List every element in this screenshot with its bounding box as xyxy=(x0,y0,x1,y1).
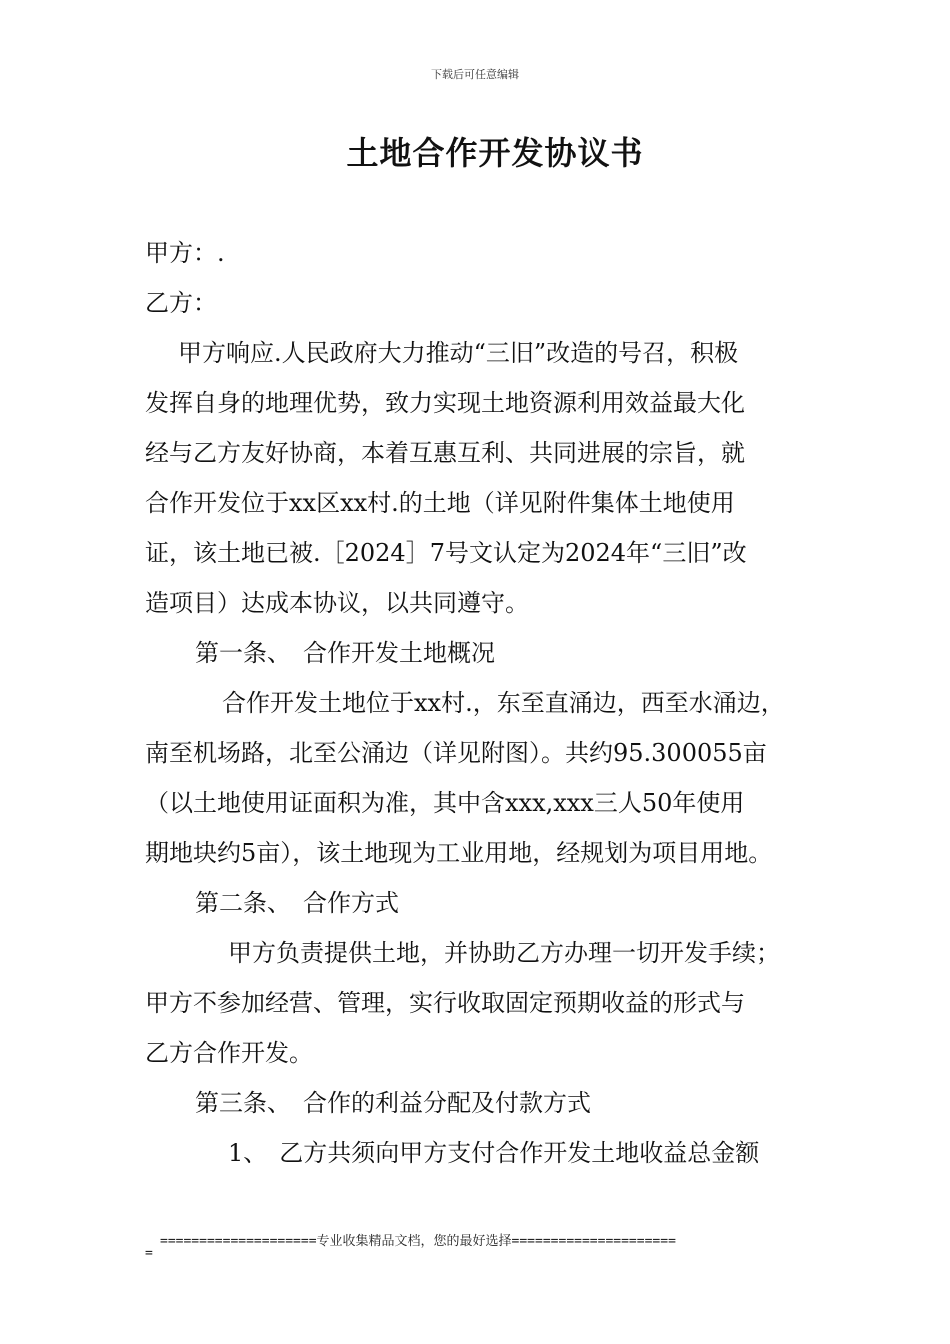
paragraph-line: 造项目）达成本协议，以共同遵守。 xyxy=(145,589,529,617)
paragraph-line: 南至机场路，北至公涌边（详见附图）。共约95.300055亩 xyxy=(145,739,767,767)
document-title: 土地合作开发协议书 xyxy=(346,134,644,172)
article-2-heading: 第二条、 合作方式 xyxy=(195,889,399,917)
paragraph-line: 合作开发位于xx区xx村.的土地（详见附件集体土地使用 xyxy=(145,489,735,517)
footer-banner: ====================专业收集精品文档，您的最好选择===================== xyxy=(160,1234,676,1249)
paragraph-line: （以土地使用证面积为准，其中含xxx,xxx三人50年使用 xyxy=(145,789,745,817)
party-b-line: 乙方： xyxy=(145,289,217,317)
party-a-line: 甲方：. xyxy=(145,239,225,267)
paragraph-line: 发挥自身的地理优势，致力实现土地资源利用效益最大化 xyxy=(145,389,745,417)
list-item-1: 1、 乙方共须向甲方支付合作开发土地收益总金额 xyxy=(228,1139,760,1167)
paragraph-line: 合作开发土地位于xx村.，东至直涌边，西至水涌边， xyxy=(222,689,785,717)
paragraph-line: 甲方负责提供土地，并协助乙方办理一切开发手续； xyxy=(228,939,780,967)
paragraph-line: 乙方合作开发。 xyxy=(145,1039,313,1067)
header-note: 下载后可任意编辑 xyxy=(431,68,519,81)
article-3-heading: 第三条、 合作的利益分配及付款方式 xyxy=(195,1089,591,1117)
paragraph-line: 经与乙方友好协商，本着互惠互利、共同进展的宗旨，就 xyxy=(145,439,745,467)
footer-banner-continuation: = xyxy=(145,1246,153,1261)
paragraph-line: 甲方响应.人民政府大力推动“三旧”改造的号召，积极 xyxy=(178,339,739,367)
paragraph-line: 甲方不参加经营、管理，实行收取固定预期收益的形式与 xyxy=(145,989,745,1017)
paragraph-line: 证，该土地已被.［2024］7号文认定为2024年“三旧”改 xyxy=(145,539,747,567)
paragraph-line: 期地块约5亩），该土地现为工业用地，经规划为项目用地。 xyxy=(145,839,773,867)
article-1-heading: 第一条、 合作开发土地概况 xyxy=(195,639,495,667)
